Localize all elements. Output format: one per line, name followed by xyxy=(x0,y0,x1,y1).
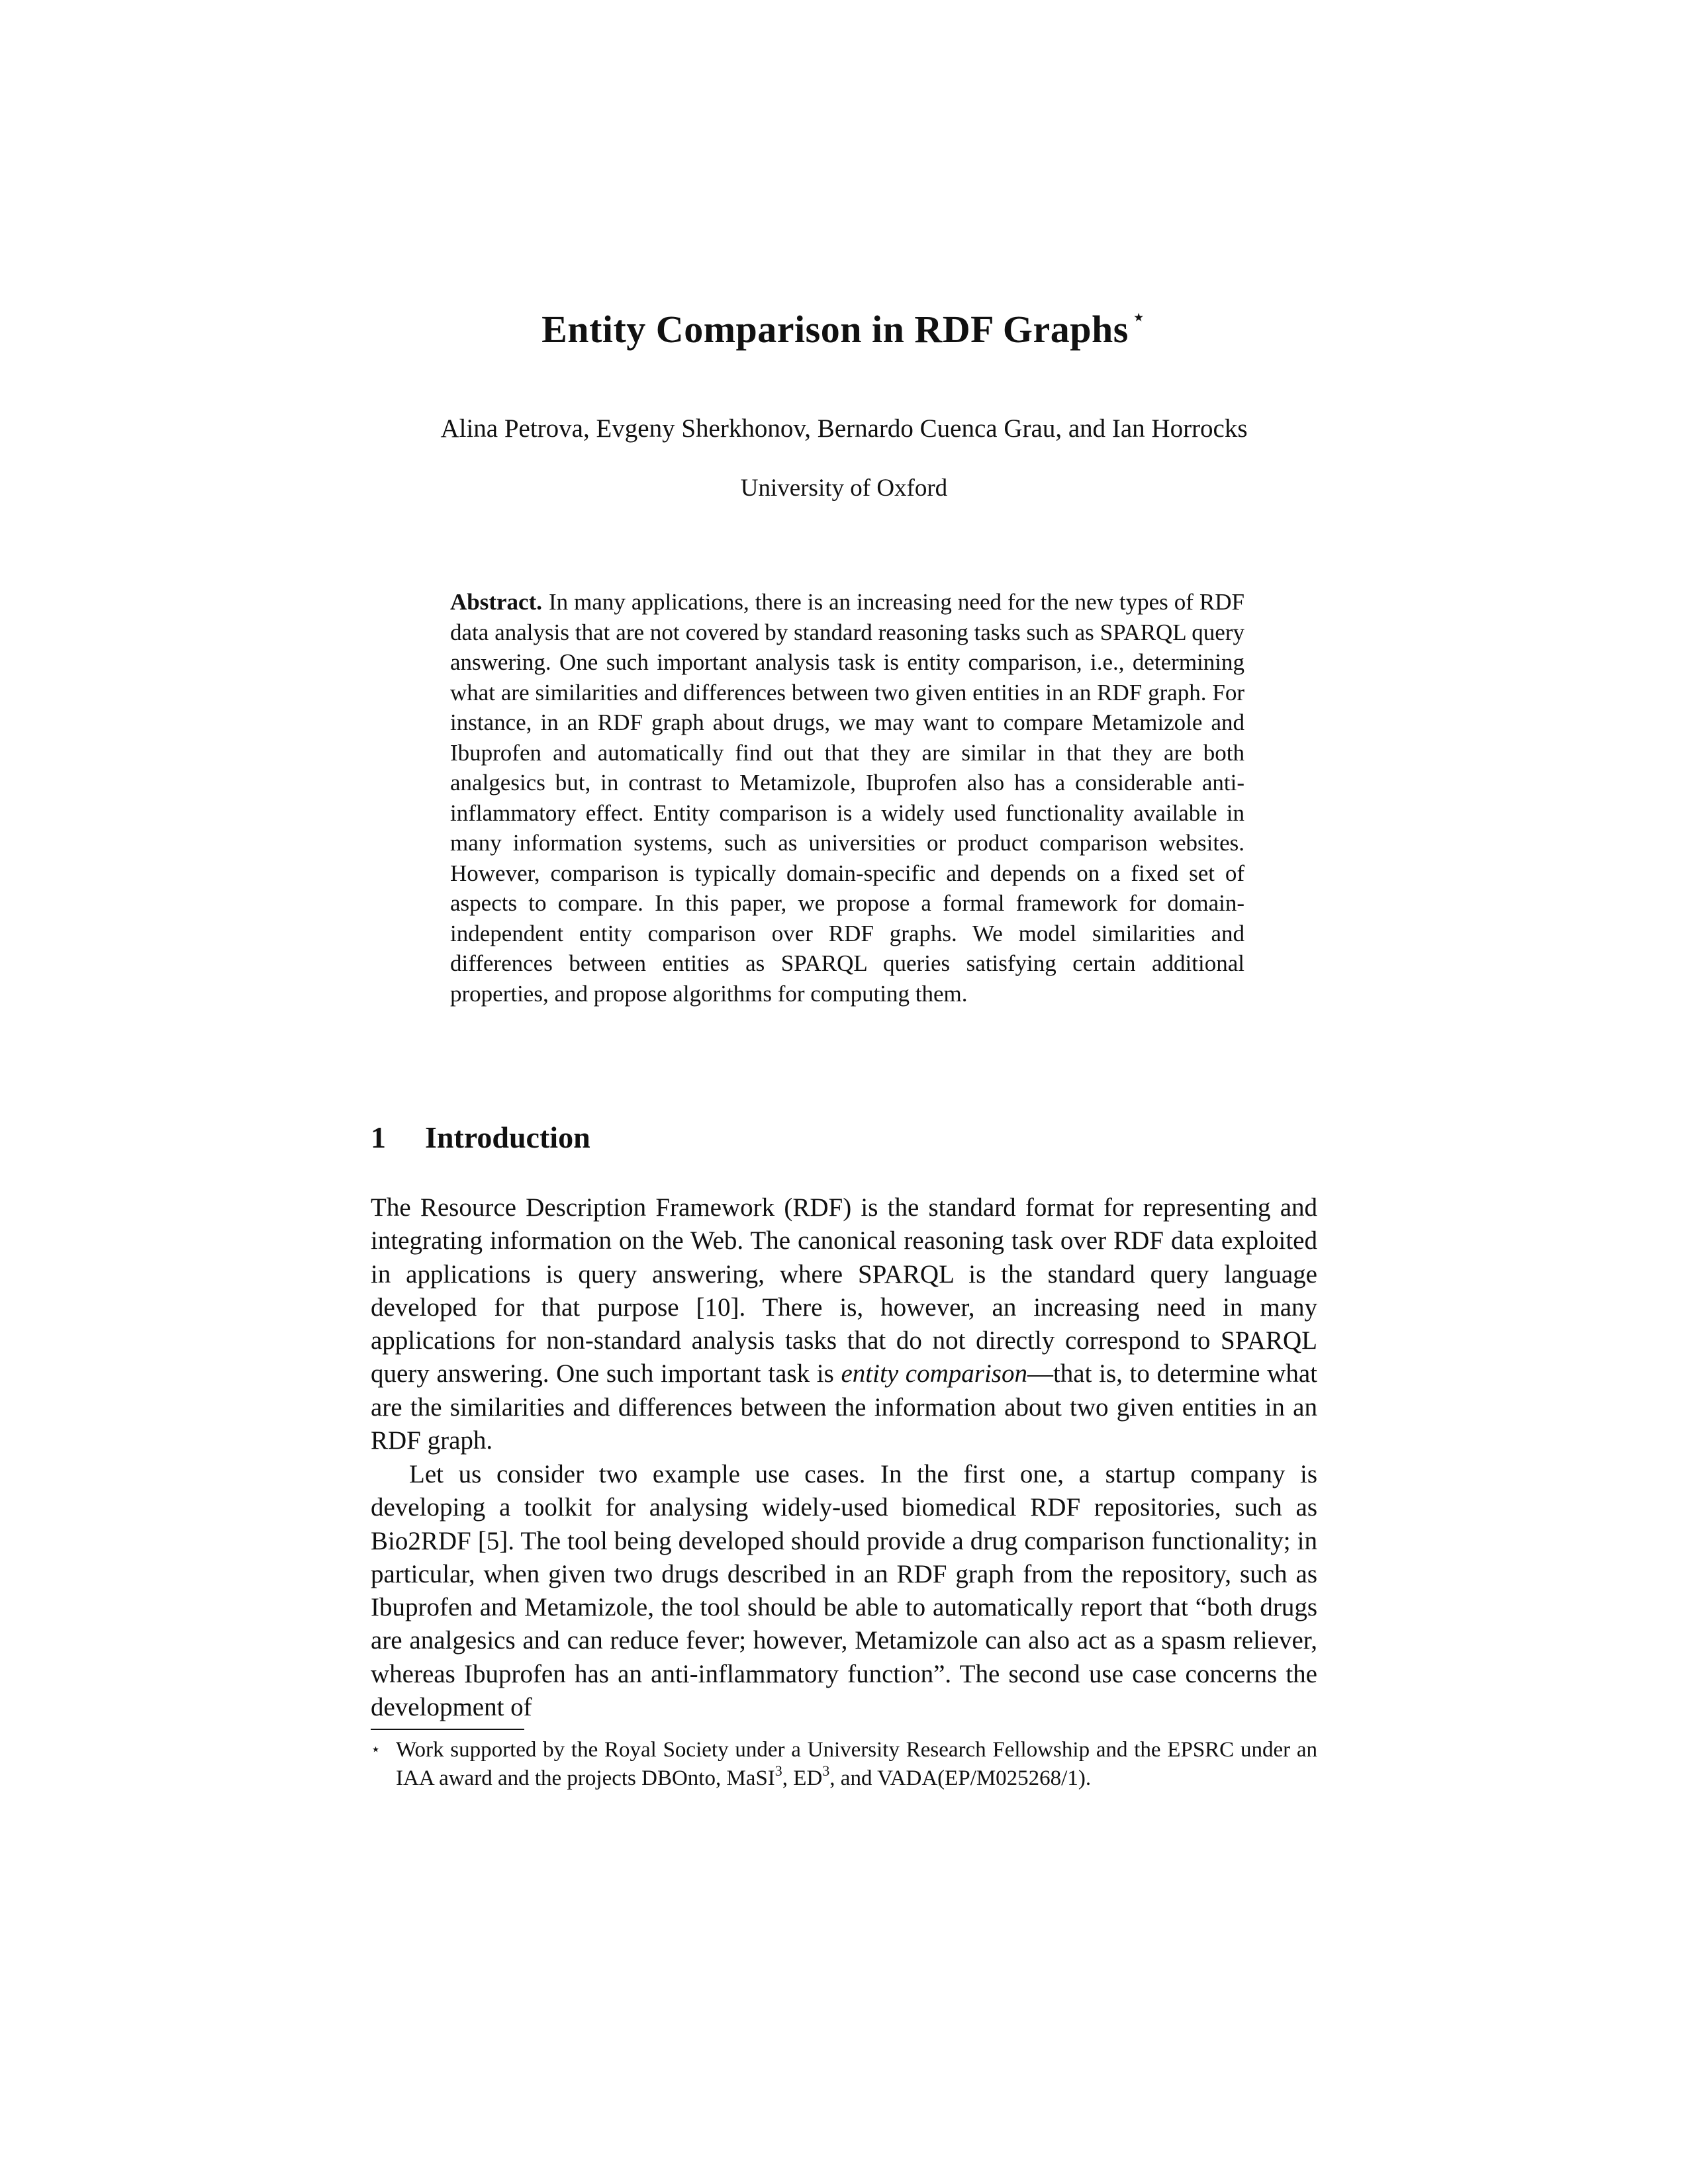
section-title: Introduction xyxy=(425,1120,590,1154)
section-heading-introduction xyxy=(371,1120,590,1155)
footnote xyxy=(371,1736,1317,1793)
footnote-rule xyxy=(371,1729,524,1730)
footnote-text-b: , ED xyxy=(782,1766,823,1790)
section-number: 1 xyxy=(371,1120,386,1154)
author-list: Alina Petrova, Evgeny Sherkhonov, Bernardo Cuenca Grau, and Ian Horrocks xyxy=(440,414,1248,443)
title-footnote-mark: ⋆ xyxy=(1131,304,1147,330)
footnote-mark: ⋆ xyxy=(371,1741,381,1758)
intro-paragraph-2: Let us consider two example use cases. In the first one, a startup company is developing a toolkit for analysing widely-used biomedical RDF repositories, such as Bio2RDF [5]. The tool being developed should provide a drug comparison functionality; in particular, when given two drugs described in an RDF graph from the repository, such as Ibuprofen and Metamizole, the tool should be able to automatically report that “both drugs are analgesics and can reduce fever; however, Metamizole can also act as a spasm reliever, whereas Ibuprofen has an anti-inflammatory function”. The second use case concerns the development of xyxy=(371,1460,1317,1722)
para1-text-a: The Resource Description Framework (RDF) is the standard format for representing and integrating information on the Web. The canonical reasoning task over RDF data exploited in applications is query answering, where SPARQL is the standard query language developed for that purpose [10]. There is, however, an increasing need in many applications for non-standard analysis tasks that do not directly correspond to SPARQL query answering. One such important task is xyxy=(371,1193,1317,1388)
footnote-text-c: , and VADA(EP/M025268/1). xyxy=(829,1766,1092,1790)
paper-title-text: Entity Comparison in RDF Graphs xyxy=(541,308,1129,351)
abstract-text: In many applications, there is an increasing need for the new types of RDF data analysis that are not covered by standard reasoning tasks such as SPARQL query answering. One such important analysis task is entity comparison, i.e., determining what are similarities and differences between two given entities in an RDF graph. For instance, in an RDF graph about drugs, we may want to compare Metamizole and Ibuprofen and automatically find out that they are similar in that they are both analgesics but, in contrast to Metamizole, Ibuprofen also has a considerable anti-inflammatory effect. Entity comparison is a widely used functionality available in many information systems, such as universities or product comparison websites. However, comparison is typically domain-specific and depends on a fixed set of aspects to compare. In this paper, we propose a formal framework for domain-independent entity comparison over RDF graphs. We model similarities and differences between entities as SPARQL queries satisfying certain additional properties, and propose algorithms for computing them. xyxy=(450,589,1244,1007)
affiliation: University of Oxford xyxy=(740,475,948,502)
footnote-body xyxy=(371,1736,1317,1793)
abstract-label: Abstract. xyxy=(450,589,542,615)
para1-text-b: —that is, to determine what are the similarities and differences between the information about two given entities in an RDF graph. xyxy=(371,1359,1317,1455)
footnote-text-a: Work supported by the Royal Society under a University Research Fellowship and the EPSRC under an IAA award and the projects DBOnto, MaSI xyxy=(396,1738,1317,1790)
footnote-sup-1: 3 xyxy=(774,1762,782,1779)
abstract xyxy=(450,587,1244,1009)
intro-paragraph-1 xyxy=(371,1191,1317,1457)
paper-title xyxy=(0,303,1688,351)
para1-emphasis: entity comparison xyxy=(841,1359,1027,1388)
footnote-sup-2: 3 xyxy=(822,1762,830,1779)
